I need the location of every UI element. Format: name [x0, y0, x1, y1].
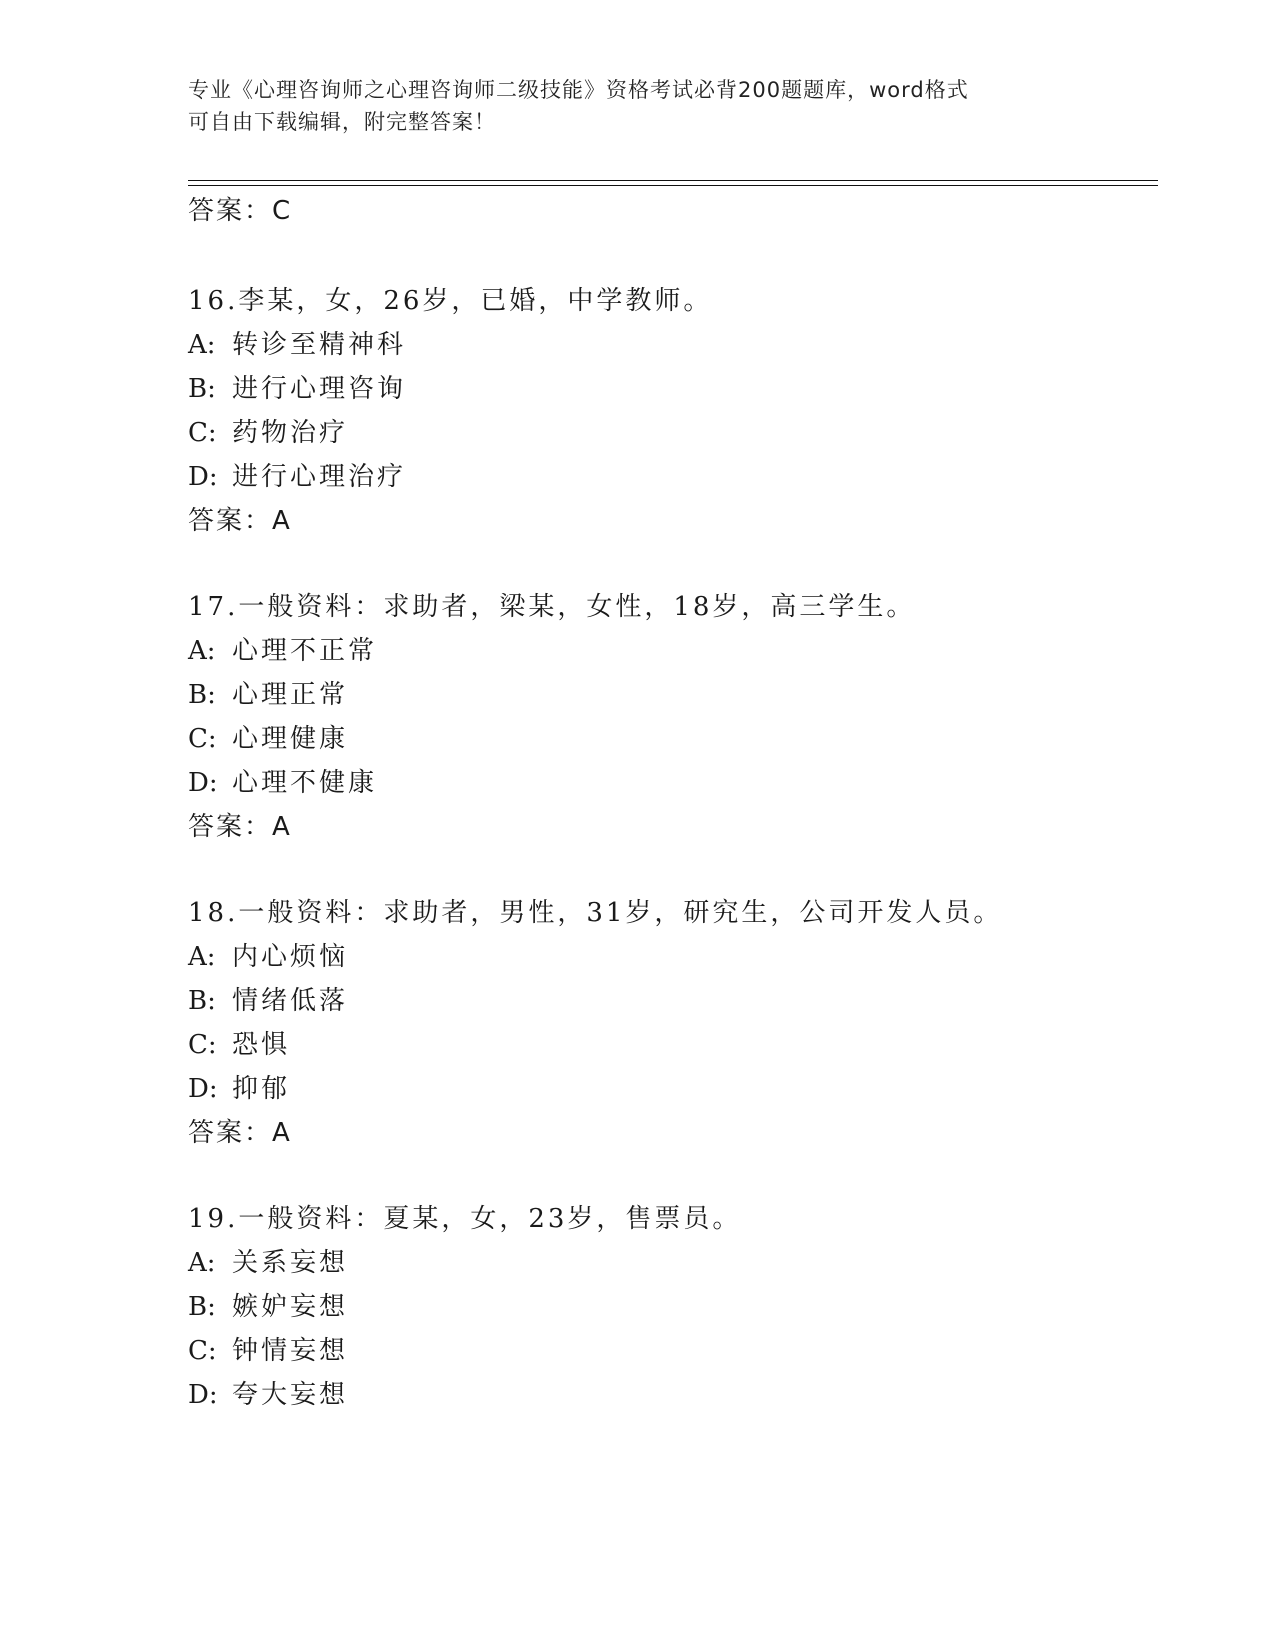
- option-letter: C:: [188, 1030, 217, 1060]
- question-stem: 16.李某，女，26岁，已婚，中学教师。: [188, 286, 713, 316]
- question-stem: 19.一般资料：夏某，女，23岁，售票员。: [188, 1204, 742, 1234]
- option-a: [188, 936, 348, 973]
- option-text: 进行心理咨询: [232, 374, 407, 404]
- option-c: [188, 412, 348, 449]
- previous-answer: 答案：C: [188, 196, 293, 226]
- option-text: 心理不健康: [232, 768, 378, 798]
- option-text: 关系妄想: [232, 1248, 349, 1278]
- header-line-2: 可自由下载编辑，附完整答案！: [188, 110, 496, 134]
- option-letter: A:: [188, 1248, 216, 1278]
- option-text: 药物治疗: [232, 418, 349, 448]
- option-letter: D:: [188, 768, 218, 798]
- option-b: [188, 674, 348, 711]
- question-stem: 18.一般资料：求助者，男性，31岁，研究生，公司开发人员。: [188, 898, 1003, 928]
- option-text: 心理正常: [232, 680, 349, 710]
- option-letter: D:: [188, 1380, 218, 1410]
- document-header: [188, 74, 1088, 138]
- option-text: 嫉妒妄想: [232, 1292, 349, 1322]
- option-d: [188, 1068, 290, 1105]
- question-stem: 17.一般资料：求助者，梁某，女性，18岁，高三学生。: [188, 592, 916, 622]
- answer: 答案：A: [188, 506, 292, 536]
- option-c: [188, 1330, 348, 1367]
- option-b: [188, 368, 406, 405]
- answer: 答案：A: [188, 1118, 292, 1148]
- option-letter: D:: [188, 462, 218, 492]
- answer: 答案：A: [188, 812, 292, 842]
- option-text: 钟情妄想: [232, 1336, 349, 1366]
- option-letter: D:: [188, 1074, 218, 1104]
- option-letter: B:: [188, 986, 216, 1016]
- option-letter: A:: [188, 330, 216, 360]
- option-a: [188, 630, 377, 667]
- option-d: [188, 456, 406, 493]
- header-line-1: 专业《心理咨询师之心理咨询师二级技能》资格考试必背200题题库，word格式: [188, 78, 969, 102]
- option-letter: C:: [188, 418, 217, 448]
- option-letter: A:: [188, 636, 216, 666]
- option-c: [188, 718, 348, 755]
- option-d: [188, 762, 377, 799]
- option-letter: C:: [188, 1336, 217, 1366]
- option-a: [188, 324, 406, 361]
- option-text: 夸大妄想: [232, 1380, 349, 1410]
- option-text: 转诊至精神科: [232, 330, 407, 360]
- header-rule-top: [188, 180, 1158, 181]
- option-letter: B:: [188, 680, 216, 710]
- option-letter: B:: [188, 374, 216, 404]
- option-text: 内心烦恼: [232, 942, 349, 972]
- option-text: 抑郁: [232, 1074, 291, 1104]
- option-b: [188, 980, 348, 1017]
- header-rule-bottom: [188, 185, 1158, 186]
- option-text: 情绪低落: [232, 986, 349, 1016]
- option-text: 心理不正常: [232, 636, 378, 666]
- option-a: [188, 1242, 348, 1279]
- option-c: [188, 1024, 290, 1061]
- option-d: [188, 1374, 348, 1411]
- option-letter: B:: [188, 1292, 216, 1322]
- option-text: 进行心理治疗: [232, 462, 407, 492]
- option-letter: C:: [188, 724, 217, 754]
- option-text: 心理健康: [232, 724, 349, 754]
- option-b: [188, 1286, 348, 1323]
- option-text: 恐惧: [232, 1030, 291, 1060]
- option-letter: A:: [188, 942, 216, 972]
